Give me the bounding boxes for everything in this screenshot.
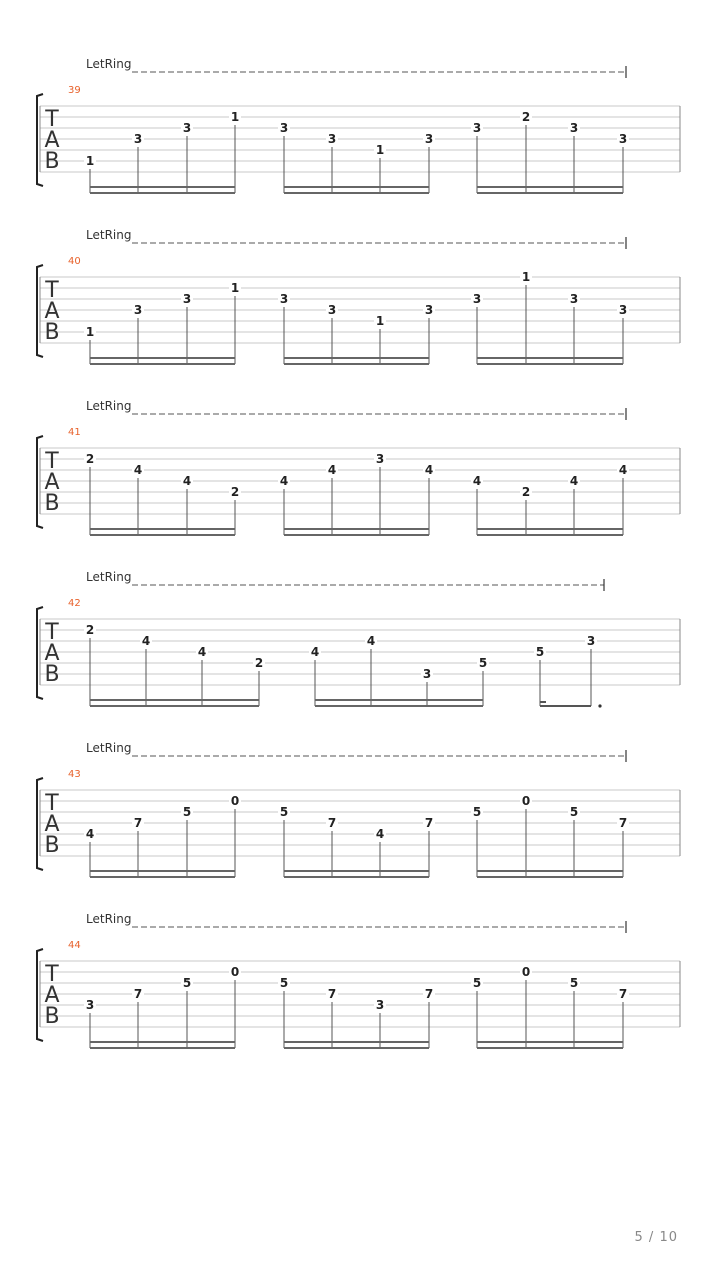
- fret-number: 3: [327, 132, 337, 146]
- fret-number: 4: [182, 474, 192, 488]
- fret-number: 2: [521, 485, 531, 499]
- page-number: 5 / 10: [634, 1230, 678, 1245]
- fret-number: 5: [279, 976, 289, 990]
- fret-number: 5: [535, 645, 545, 659]
- fret-number: 2: [254, 656, 264, 670]
- tab-system: [37, 912, 680, 1048]
- fret-number: 5: [472, 805, 482, 819]
- fret-number: 5: [478, 656, 488, 670]
- measure-number: 41: [68, 427, 81, 438]
- measure-number: 40: [68, 256, 81, 267]
- fret-number: 7: [424, 987, 434, 1001]
- tab-system: [37, 399, 680, 535]
- fret-number: 0: [230, 965, 240, 979]
- tab-clef-letter: T: [45, 791, 59, 816]
- fret-number: 1: [230, 110, 240, 124]
- tab-clef-letter: B: [44, 833, 60, 858]
- fret-number: 4: [569, 474, 579, 488]
- let-ring-label: LetRing: [86, 57, 132, 71]
- tab-clef-letter: A: [44, 470, 60, 495]
- tab-clef-letter: A: [44, 299, 60, 324]
- let-ring-label: LetRing: [86, 570, 132, 584]
- tab-system: [37, 57, 680, 193]
- fret-number: 3: [618, 303, 628, 317]
- fret-number: 1: [375, 143, 385, 157]
- fret-number: 0: [521, 965, 531, 979]
- tab-clef-letter: A: [44, 641, 60, 666]
- fret-number: 3: [133, 132, 143, 146]
- fret-number: 3: [182, 121, 192, 135]
- fret-number: 3: [279, 292, 289, 306]
- fret-number: 5: [182, 805, 192, 819]
- fret-number: 3: [375, 452, 385, 466]
- fret-number: 4: [375, 827, 385, 841]
- fret-number: 3: [424, 303, 434, 317]
- let-ring-label: LetRing: [86, 741, 132, 755]
- fret-number: 5: [182, 976, 192, 990]
- tab-clef-letter: A: [44, 812, 60, 837]
- fret-number: 3: [569, 292, 579, 306]
- fret-number: 7: [327, 816, 337, 830]
- tab-clef-letter: B: [44, 662, 60, 687]
- fret-number: 5: [569, 805, 579, 819]
- let-ring-label: LetRing: [86, 912, 132, 926]
- fret-number: 3: [133, 303, 143, 317]
- tab-clef-letter: B: [44, 320, 60, 345]
- fret-number: 3: [618, 132, 628, 146]
- tab-clef-letter: T: [45, 107, 59, 132]
- fret-number: 5: [279, 805, 289, 819]
- fret-number: 7: [424, 816, 434, 830]
- fret-number: 4: [279, 474, 289, 488]
- fret-number: 1: [230, 281, 240, 295]
- fret-number: 3: [472, 121, 482, 135]
- fret-number: 3: [327, 303, 337, 317]
- fret-number: 3: [422, 667, 432, 681]
- fret-number: 2: [521, 110, 531, 124]
- fret-number: 4: [133, 463, 143, 477]
- tab-clef-letter: B: [44, 1004, 60, 1029]
- fret-number: 2: [85, 623, 95, 637]
- fret-number: 4: [310, 645, 320, 659]
- fret-number: 4: [618, 463, 628, 477]
- fret-number: 7: [618, 816, 628, 830]
- tab-system: [37, 741, 680, 877]
- fret-number: 4: [327, 463, 337, 477]
- tab-clef-letter: T: [45, 449, 59, 474]
- fret-number: 3: [424, 132, 434, 146]
- fret-number: 1: [521, 270, 531, 284]
- fret-number: 3: [569, 121, 579, 135]
- fret-number: 2: [85, 452, 95, 466]
- fret-number: 4: [197, 645, 207, 659]
- fret-number: 5: [472, 976, 482, 990]
- measure-number: 43: [68, 769, 81, 780]
- tab-system: [37, 228, 680, 364]
- fret-number: 4: [85, 827, 95, 841]
- fret-number: 0: [521, 794, 531, 808]
- fret-number: 3: [472, 292, 482, 306]
- measure-number: 42: [68, 598, 81, 609]
- fret-number: 7: [618, 987, 628, 1001]
- fret-number: 0: [230, 794, 240, 808]
- fret-number: 7: [327, 987, 337, 1001]
- tab-clef-letter: T: [45, 278, 59, 303]
- measure-number: 39: [68, 85, 81, 96]
- fret-number: 3: [85, 998, 95, 1012]
- measure-number: 44: [68, 940, 81, 951]
- fret-number: 1: [85, 154, 95, 168]
- fret-number: 4: [472, 474, 482, 488]
- fret-number: 1: [375, 314, 385, 328]
- fret-number: 7: [133, 987, 143, 1001]
- let-ring-label: LetRing: [86, 399, 132, 413]
- fret-number: 3: [182, 292, 192, 306]
- fret-number: 3: [586, 634, 596, 648]
- fret-number: 2: [230, 485, 240, 499]
- dotted-note: [598, 704, 601, 707]
- let-ring-label: LetRing: [86, 228, 132, 242]
- fret-number: 7: [133, 816, 143, 830]
- fret-number: 5: [569, 976, 579, 990]
- tab-clef-letter: T: [45, 962, 59, 987]
- fret-number: 4: [141, 634, 151, 648]
- tab-clef-letter: B: [44, 491, 60, 516]
- fret-number: 3: [375, 998, 385, 1012]
- fret-number: 4: [424, 463, 434, 477]
- tab-system: [37, 570, 680, 708]
- fret-number: 1: [85, 325, 95, 339]
- tab-clef-letter: T: [45, 620, 59, 645]
- fret-number: 3: [279, 121, 289, 135]
- tab-clef-letter: B: [44, 149, 60, 174]
- tab-clef-letter: A: [44, 983, 60, 1008]
- tab-clef-letter: A: [44, 128, 60, 153]
- fret-number: 4: [366, 634, 376, 648]
